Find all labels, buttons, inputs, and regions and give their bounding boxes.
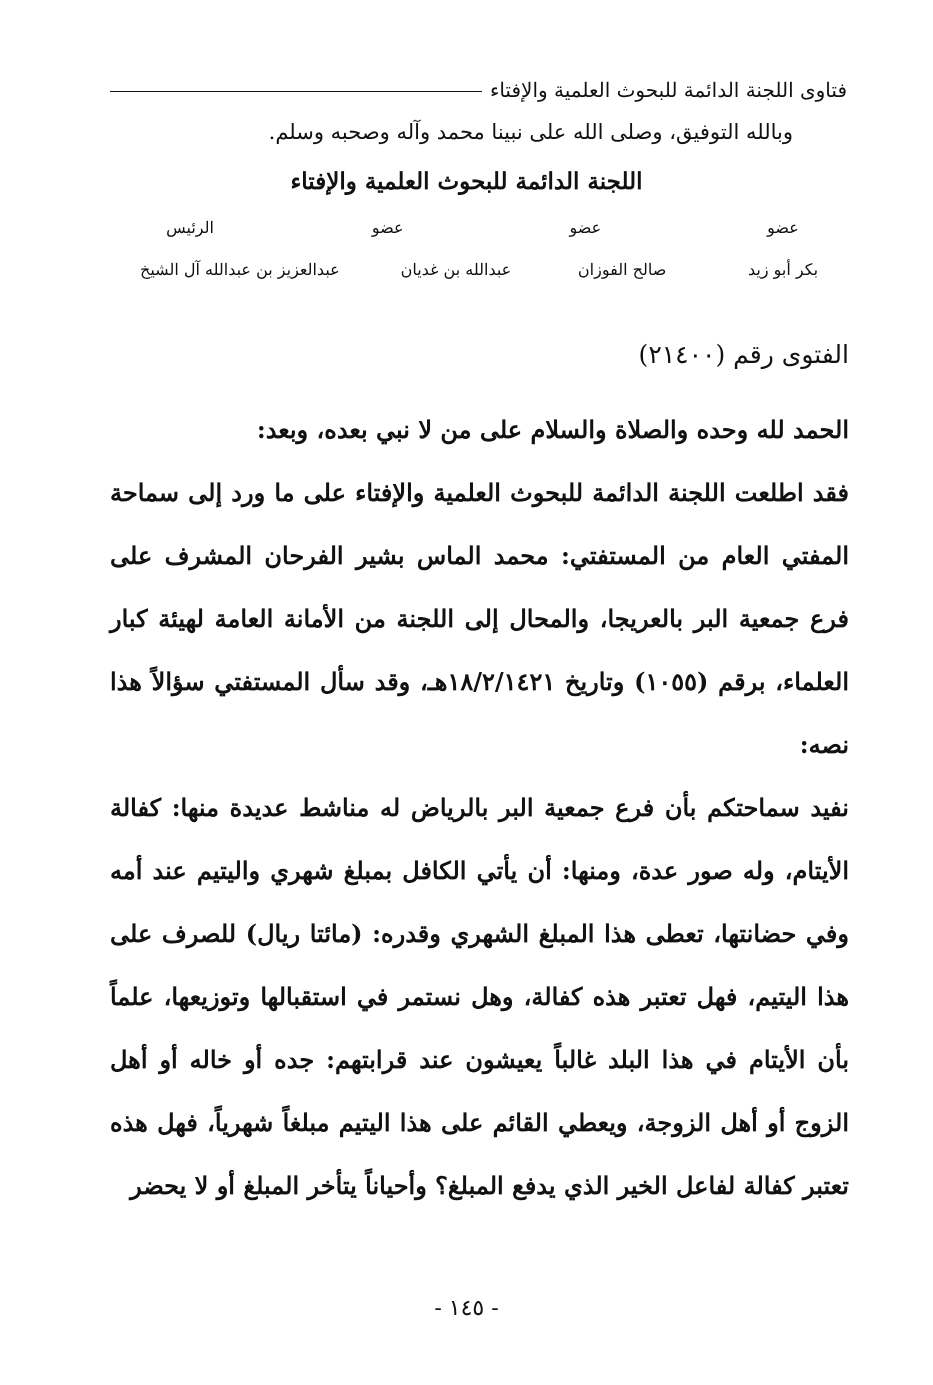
signatory-name: عبدالله بن غديان: [400, 260, 512, 279]
closing-line: وبالله التوفيق، وصلى الله على نبينا محمد وآله وصحبه وسلم.: [268, 120, 793, 144]
fatwa-number: الفتوى رقم (٢١٤٠٠): [638, 340, 849, 369]
header-rule: [110, 91, 482, 92]
signatory-name: بكر أبو زيد: [747, 260, 819, 279]
signatory-role: عضو: [569, 218, 602, 237]
signatory-roles: [140, 218, 833, 237]
signatory-role: عضو: [371, 218, 404, 237]
fatwa-body: [110, 398, 849, 1217]
committee-title: اللجنة الدائمة للبحوث العلمية والإفتاء: [290, 168, 643, 195]
signatory-role: الرئيس: [166, 218, 214, 237]
signatory-role: عضو: [767, 218, 799, 237]
running-header: [110, 66, 847, 100]
paragraph: الحمد لله وحده والصلاة والسلام على من لا نبي بعده، وبعد:: [256, 415, 849, 444]
running-title: فتاوى اللجنة الدائمة للبحوث العلمية والإفتاء: [489, 78, 847, 102]
paragraph: فقد اطلعت اللجنة الدائمة للبحوث العلمية والإفتاء على ما ورد إلى سماحة المفتي العام من المستفتي: محمد الماس بشير الفرحان المشرف على فرع جمعية البر بالعريجا، والمحال إلى اللجنة من الأمانة العامة لهيئة كبار العلماء، برقم (١٠٥٥) وتاريخ ١٨/٢/١٤٢١هـ، وقد سأل المستفتي سؤالاً هذا نصه:: [110, 478, 849, 759]
signatory-names: [140, 260, 833, 279]
signatory-name: عبدالعزيز بن عبدالله آل الشيخ: [140, 260, 340, 279]
paragraph: نفيد سماحتكم بأن فرع جمعية البر بالرياض له مناشط عديدة منها: كفالة الأيتام، وله صور عدة، ومنها: أن يأتي الكافل بمبلغ شهري واليتيم عند أمه وفي حضانتها، تعطى هذا المبلغ الشهري وقدره: (مائتا ريال) للصرف على هذا اليتيم، فهل تعتبر هذه كفالة، وهل نستمر في استقبالها وتوزيعها، علماً بأن الأيتام في هذا البلد غالباً يعيشون عند قرابتهم: جده أو خاله أو أهل الزوج أو أهل الزوجة، ويعطي القائم على هذا اليتيم مبلغاً شهرياً، فهل هذه تعتبر كفالة لفاعل الخير الذي يدفع المبلغ؟ وأحياناً يتأخر المبلغ أو لا يحضر: [110, 793, 849, 1200]
signatory-name: صالح الفوزان: [577, 260, 667, 279]
page-number: - ١٤٥ -: [434, 1296, 499, 1321]
